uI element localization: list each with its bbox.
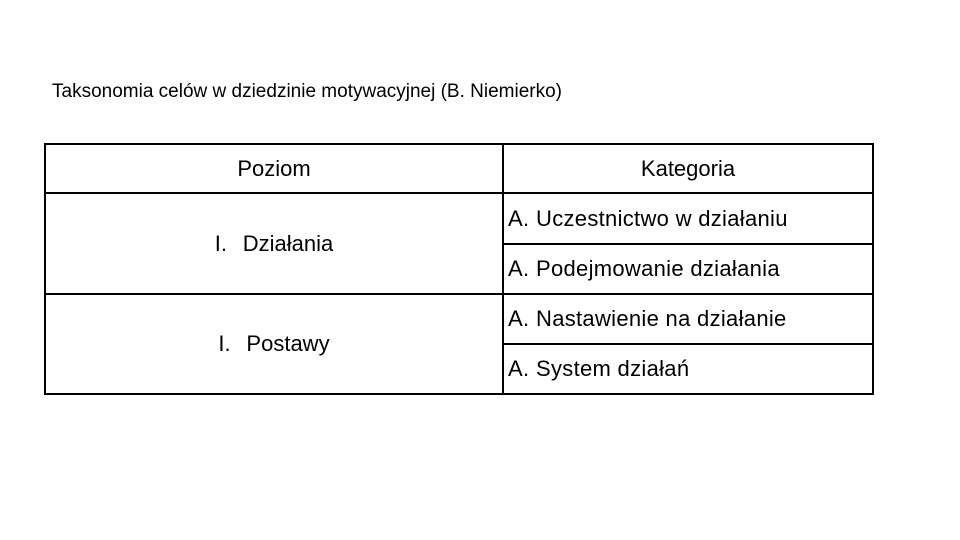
- category-label: Podejmowanie działania: [536, 256, 780, 281]
- category-entry: [508, 356, 689, 382]
- category-marker: A.: [508, 205, 530, 231]
- category-label: System działań: [536, 356, 690, 381]
- category-label: Uczestnictwo w działaniu: [536, 205, 788, 231]
- header-level-cell: [46, 145, 502, 192]
- level-marker: I.: [218, 331, 231, 356]
- slide-title: Taksonomia celów w dziedzinie motywacyjnej (B. Niemierko): [52, 81, 563, 102]
- category-cell: [508, 194, 872, 243]
- header-level: Poziom: [237, 155, 311, 181]
- category-cell: [508, 345, 872, 393]
- level-cell: [46, 295, 502, 393]
- category-label: Nastawienie na działanie: [536, 306, 787, 331]
- category-cell: [508, 245, 872, 293]
- category-entry: [508, 256, 780, 282]
- level-entry: [218, 331, 329, 357]
- level-entry: [215, 231, 334, 257]
- category-marker: A.: [508, 306, 530, 331]
- level-marker: I.: [214, 230, 227, 256]
- category-marker: A.: [508, 256, 530, 281]
- taxonomy-table: [44, 143, 874, 395]
- header-category-cell: [504, 145, 872, 192]
- header-category: Kategoria: [640, 155, 736, 181]
- category-marker: A.: [508, 356, 530, 381]
- category-cell: [508, 295, 872, 343]
- level-cell: [46, 194, 502, 293]
- category-entry: [508, 206, 788, 232]
- level-label: Działania: [242, 230, 334, 256]
- category-entry: [508, 306, 787, 332]
- level-label: Postawy: [246, 331, 330, 356]
